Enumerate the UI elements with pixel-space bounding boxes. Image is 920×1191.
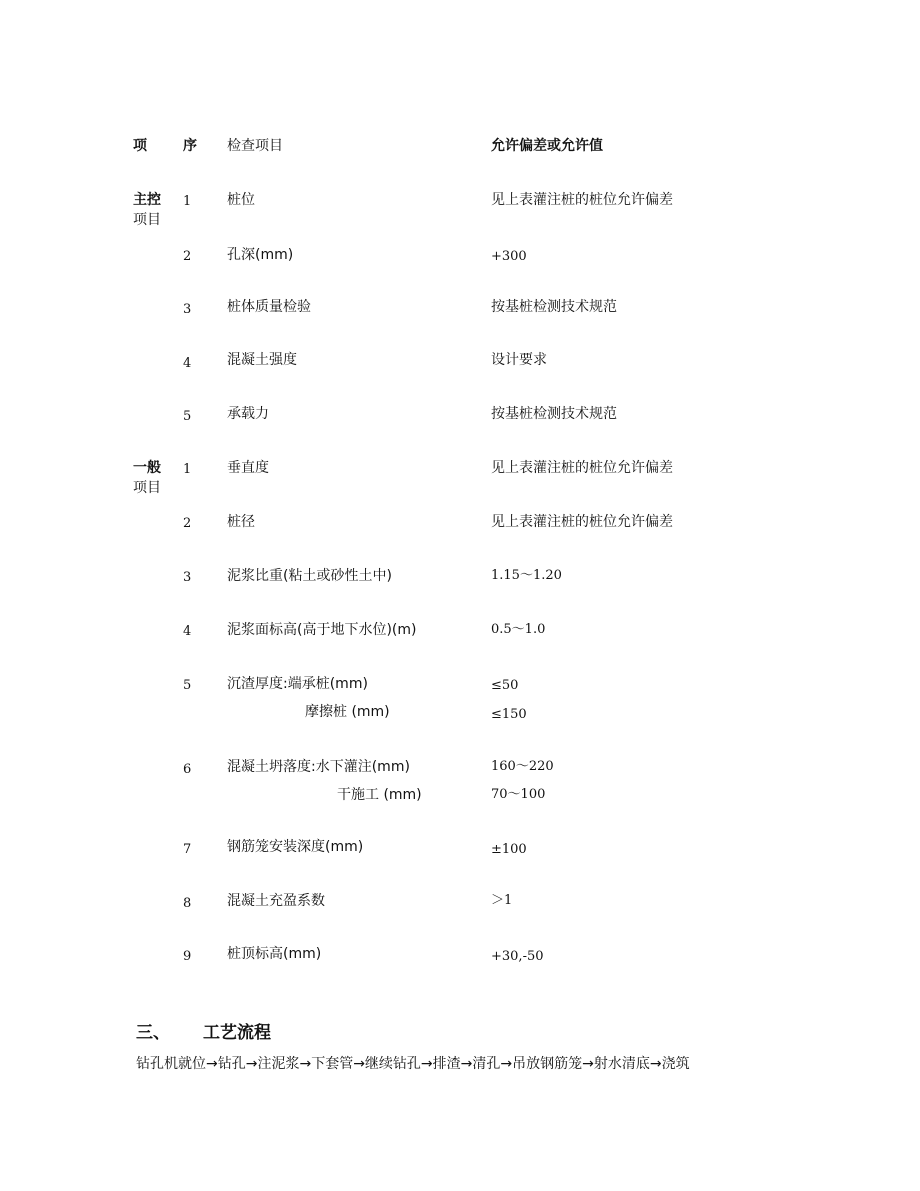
row-value-secondary: ≤150 (491, 707, 527, 722)
row-value-secondary: 70～100 (491, 787, 546, 802)
row-item: 混凝土充盈系数 (227, 893, 325, 909)
row-value: 见上表灌注桩的桩位允许偏差 (491, 460, 673, 476)
process-flow-text: 钻孔机就位→钻孔→注泥浆→下套管→继续钻孔→排渣→清孔→吊放钢筋笼→射水清底→浇筑 (136, 1056, 690, 1072)
header-category: 项 (133, 138, 147, 154)
group-label-general-line2: 项目 (133, 480, 161, 496)
row-number: 4 (183, 356, 192, 371)
row-number: 5 (183, 678, 192, 693)
row-value: 按基桩检测技术规范 (491, 406, 617, 422)
row-item: 沉渣厚度:端承桩(mm) (227, 676, 368, 692)
row-item: 桩顶标高(mm) (227, 946, 322, 962)
row-number: 2 (183, 249, 192, 264)
row-number: 8 (183, 896, 192, 911)
row-item-secondary: 干施工 (mm) (337, 787, 422, 803)
header-number: 序 (183, 138, 197, 154)
row-item-secondary: 摩擦桩 (mm) (305, 704, 390, 720)
row-item: 桩体质量检验 (227, 299, 311, 315)
row-item: 承载力 (227, 406, 269, 422)
row-number: 4 (183, 624, 192, 639)
row-number: 3 (183, 570, 192, 585)
row-value: 设计要求 (491, 352, 547, 368)
section-number: 三、 (136, 1023, 170, 1043)
row-number: 3 (183, 302, 192, 317)
row-value: 160～220 (491, 759, 554, 774)
row-value: 按基桩检测技术规范 (491, 299, 617, 315)
row-item: 泥浆面标高(高于地下水位)(m) (227, 622, 417, 638)
row-number: 1 (183, 462, 192, 477)
header-item: 检查项目 (227, 138, 283, 154)
row-value: ≤50 (491, 678, 519, 693)
row-value: 1.15～1.20 (491, 568, 562, 583)
row-number: 9 (183, 949, 192, 964)
row-number: 1 (183, 194, 192, 209)
row-number: 7 (183, 842, 192, 857)
row-number: 6 (183, 762, 192, 777)
row-value: +300 (491, 249, 527, 264)
section-title: 工艺流程 (203, 1023, 271, 1043)
row-item: 桩位 (227, 192, 255, 208)
row-item: 钢筋笼安装深度(mm) (227, 839, 364, 855)
row-item: 混凝土坍落度:水下灌注(mm) (227, 759, 410, 775)
row-item: 混凝土强度 (227, 352, 297, 368)
row-number: 5 (183, 409, 192, 424)
header-tolerance: 允许偏差或允许值 (491, 138, 603, 154)
row-value: 见上表灌注桩的桩位允许偏差 (491, 192, 673, 208)
row-value: 见上表灌注桩的桩位允许偏差 (491, 514, 673, 530)
row-item: 孔深(mm) (227, 247, 294, 263)
row-value: ±100 (491, 842, 527, 857)
group-label-main-line1: 主控 (133, 192, 161, 208)
row-value: ＞1 (491, 893, 513, 908)
group-label-general-line1: 一般 (133, 460, 161, 476)
row-value: +30,-50 (491, 949, 544, 964)
row-number: 2 (183, 516, 192, 531)
row-value: 0.5～1.0 (491, 622, 546, 637)
row-item: 桩径 (227, 514, 255, 530)
row-item: 垂直度 (227, 460, 269, 476)
row-item: 泥浆比重(粘土或砂性土中) (227, 568, 392, 584)
group-label-main-line2: 项目 (133, 212, 161, 228)
